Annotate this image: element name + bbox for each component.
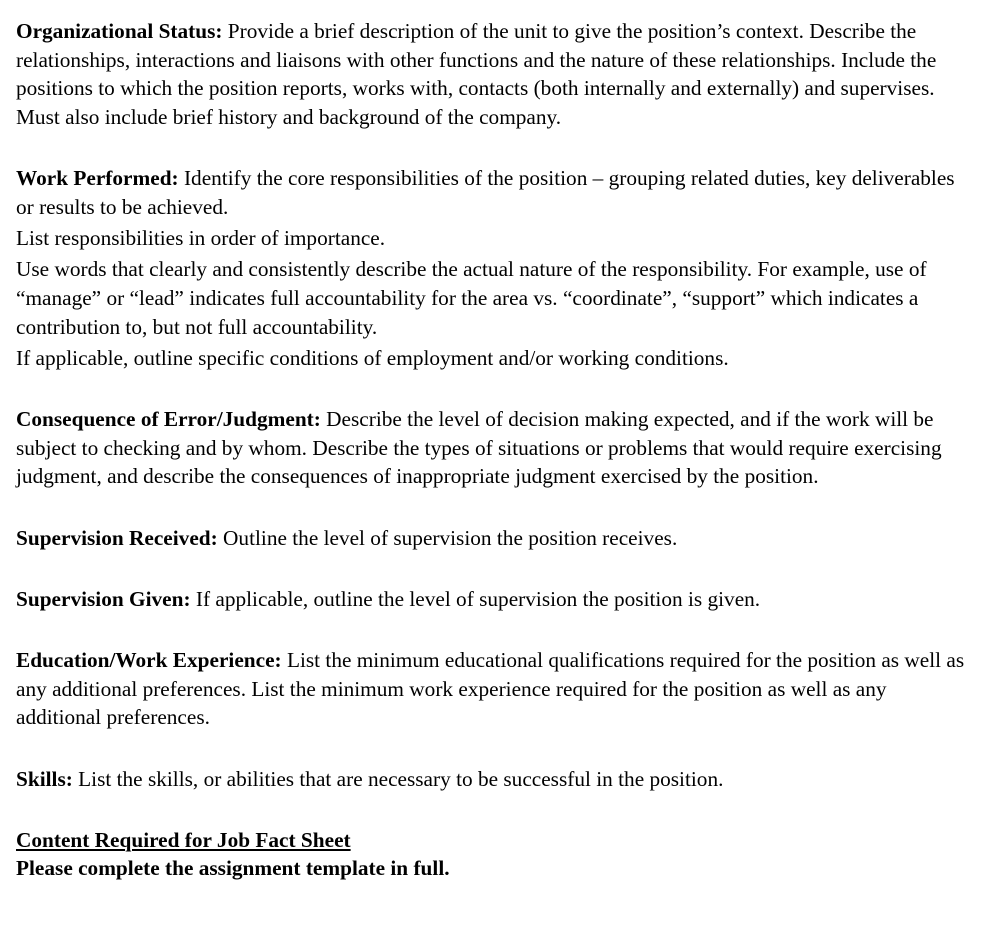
section-organizational-status <box>16 17 966 132</box>
education-text: List the minimum educational qualifications required for the position as well as any additional preferences. List the minimum work experience required for the position as well as any additional preferences. <box>16 647 965 730</box>
consequence-paragraph <box>16 405 966 491</box>
organizational-status-label: Organizational Status: <box>16 19 223 43</box>
work-performed-conditions-line: If applicable, outline specific conditions of employment and/or working conditions. <box>16 345 729 370</box>
section-skills <box>16 765 966 794</box>
section-supervision-received <box>16 524 966 553</box>
work-performed-label: Work Performed: <box>16 166 179 191</box>
section-education-work-experience <box>16 646 966 732</box>
supervision-given-text: If applicable, outline the level of supervision the position is given. <box>190 586 761 611</box>
section-consequence-of-error <box>16 405 966 491</box>
skills-text: List the skills, or abilities that are necessary to be successful in the position. <box>72 766 724 791</box>
section-work-performed <box>16 164 966 372</box>
supervision-given-paragraph <box>16 585 966 614</box>
consequence-label: Consequence of Error/Judgment: <box>16 406 321 431</box>
footer-block <box>16 826 966 883</box>
supervision-received-label: Supervision Received: <box>16 525 218 550</box>
skills-label: Skills: <box>16 766 73 791</box>
work-performed-order-line: List responsibilities in order of importance. <box>16 226 386 251</box>
skills-paragraph <box>16 765 966 794</box>
work-performed-wording-line: Use words that clearly and consistently describe the actual nature of the responsibility. For example, use of “manage” or “lead” indicates full accountability for the area vs. “coordinate”, “support” which indicates a contribution to, but not full accountability. <box>16 257 927 339</box>
organizational-status-text: Provide a brief description of the unit to give the position’s context. Describe the relationships, interactions and liaisons with other functions and the nature of these relationships. Include the positions to which the position reports, works with, contacts (both internally and externally) and supervises. Must also include brief history and background of the company. <box>16 19 937 130</box>
section-supervision-given <box>16 585 966 614</box>
work-performed-text: Identify the core responsibilities of the position – grouping related duties, key deliverables or results to be achieved. <box>16 166 955 220</box>
organizational-status-paragraph <box>16 17 966 132</box>
document-page <box>16 17 966 883</box>
education-paragraph <box>16 646 966 732</box>
consequence-text: Describe the level of decision making expected, and if the work will be subject to checking and by whom. Describe the types of situations or problems that would require exercising judgment, and describe the consequences of inappropriate judgment exercised by the position. <box>16 406 942 489</box>
supervision-given-label: Supervision Given: <box>16 586 191 611</box>
supervision-received-paragraph <box>16 524 966 553</box>
footer-instruction: Please complete the assignment template in full. <box>16 856 450 881</box>
work-performed-paragraph <box>16 164 966 221</box>
education-label: Education/Work Experience: <box>16 647 282 672</box>
supervision-received-text: Outline the level of supervision the position receives. <box>217 525 678 550</box>
footer-heading: Content Required for Job Fact Sheet <box>16 827 351 852</box>
